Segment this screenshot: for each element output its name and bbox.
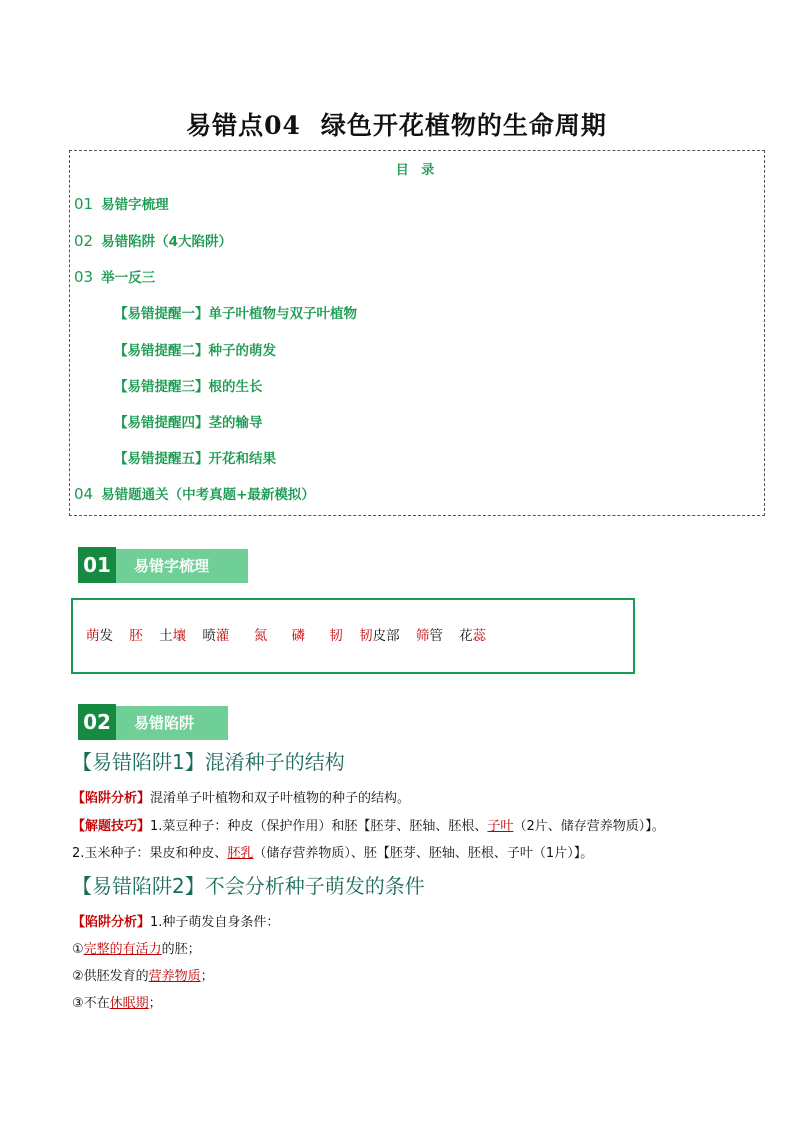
- toc-item[interactable]: 02 易错陷阱（4大陷阱）: [74, 232, 232, 250]
- word-item: 磷: [291, 628, 305, 644]
- toc-item[interactable]: 【易错提醒三】根的生长: [114, 379, 263, 395]
- word-item: 胚: [129, 628, 143, 644]
- word-item: 萌发: [86, 628, 113, 644]
- trap-2-condition-2: ②供胚发育的营养物质；: [72, 969, 214, 984]
- toc-item[interactable]: 【易错提醒五】开花和结果: [114, 451, 276, 467]
- table-of-contents: [69, 150, 765, 516]
- error-prone-words-box: [71, 598, 635, 674]
- trap-2-condition-1: ①完整的有活力的胚；: [72, 942, 201, 957]
- word-item: 花蕊: [459, 628, 487, 644]
- trap-1-tip-line2: 2.玉米种子：果皮和种皮、胚乳（储存营养物质）、胚【胚芽、胚轴、胚根、子叶（1片）】。: [72, 846, 594, 861]
- toc-item[interactable]: 【易错提醒二】种子的萌发: [114, 343, 276, 359]
- word-list: [86, 624, 498, 644]
- word-item: 筛管: [415, 628, 443, 644]
- trap-2-condition-3: ③不在休眠期；: [72, 996, 162, 1011]
- page-title: 易错点04 绿色开花植物的生命周期: [186, 111, 607, 140]
- word-item: 氮: [253, 628, 268, 644]
- trap-1-analysis: 【陷阱分析】混淆单子叶植物和双子叶植物的种子的结构。: [72, 791, 411, 806]
- toc-item[interactable]: 04 易错题通关（中考真题+最新模拟）: [74, 485, 315, 503]
- toc-item[interactable]: 01 易错字梳理: [74, 195, 169, 213]
- word-item: 韧皮部: [359, 628, 400, 644]
- trap-2-analysis: 【陷阱分析】1.种子萌发自身条件：: [72, 915, 280, 930]
- word-item: 土壤: [159, 628, 187, 644]
- toc-item[interactable]: 【易错提醒四】茎的输导: [114, 415, 263, 431]
- word-item: 喷灌: [202, 628, 230, 644]
- toc-heading: 目 录: [395, 163, 439, 178]
- toc-item[interactable]: 03 举一反三: [74, 268, 156, 286]
- trap-1-title: 【易错陷阱1】混淆种子的结构: [72, 750, 345, 774]
- toc-item[interactable]: 【易错提醒一】单子叶植物与双子叶植物: [114, 306, 357, 322]
- word-item: 韧: [329, 628, 343, 644]
- trap-2-title: 【易错陷阱2】不会分析种子萌发的条件: [72, 874, 425, 898]
- trap-1-tip: 【解题技巧】1.菜豆种子：种皮（保护作用）和胚【胚芽、胚轴、胚根、子叶（2片、储存营养物质）】。: [72, 819, 665, 834]
